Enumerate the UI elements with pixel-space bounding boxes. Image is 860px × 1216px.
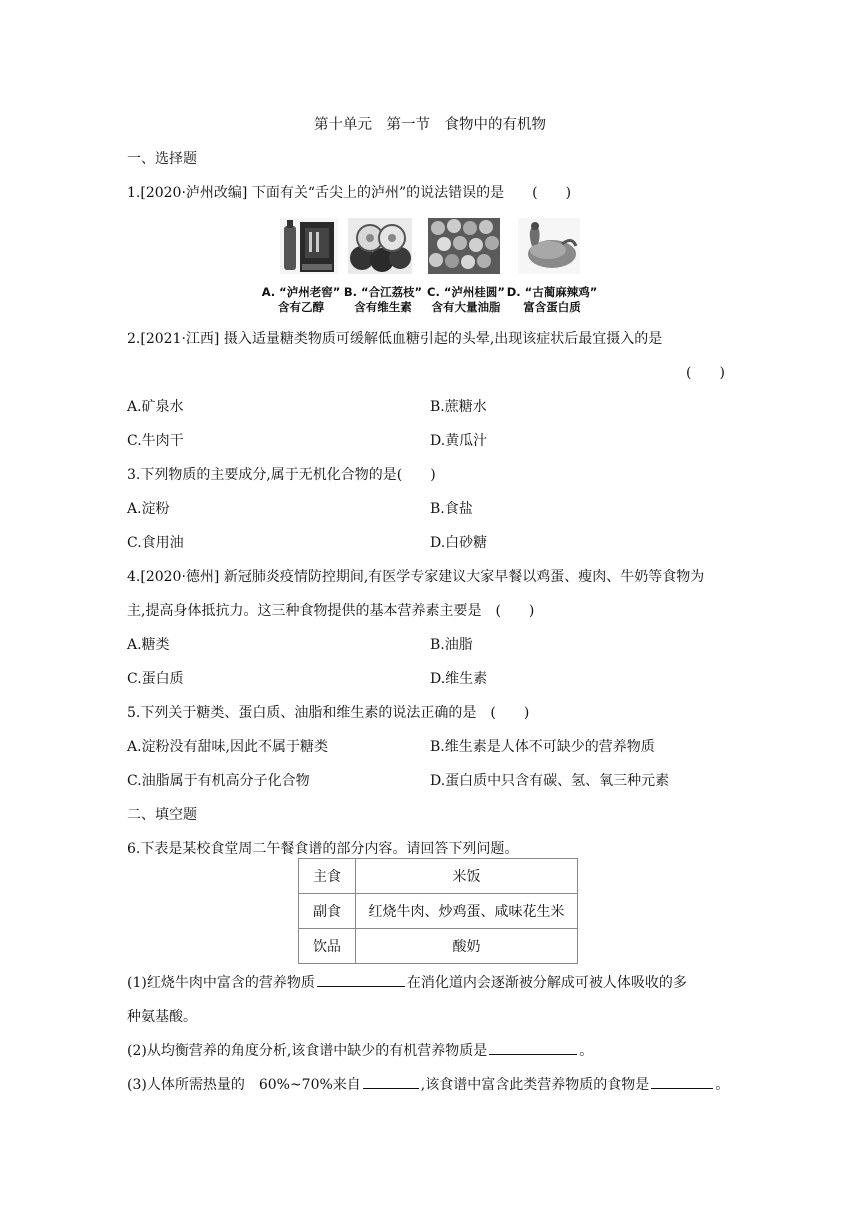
option-c: C.牛肉干	[127, 433, 184, 449]
sub-question-1: (1)红烧牛肉中富含的营养物质 在消化道内会逐渐被分解成可被人体吸收的多	[127, 972, 687, 992]
option-c: C.油脂属于有机高分子化合物	[127, 773, 310, 789]
option-d: D.白砂糖	[430, 535, 488, 551]
option-a: A.糖类	[127, 637, 170, 653]
question-source: 1.[2020·泸州改编]	[127, 185, 248, 201]
option-d: D.维生素	[430, 671, 488, 687]
sub-question-3: (3)人体所需热量的 60%~70%来自 ,该食谱中富含此类营养物质的食物是 。	[127, 1074, 729, 1094]
table-row	[299, 859, 578, 894]
question-6: 6.下表是某校食堂周二午餐食谱的部分内容。请回答下列问题。	[127, 841, 519, 857]
option-caption-d: D. “古蔺麻辣鸡” 富含蛋白质	[506, 285, 598, 314]
option-a: A.淀粉没有甜味,因此不属于糖类	[127, 739, 329, 755]
section-heading-choice: 一、选择题	[127, 151, 197, 167]
answer-blank[interactable]	[317, 972, 405, 987]
question-source: 4.[2020·德州]	[127, 569, 220, 585]
question-text: 下面有关“舌尖上的泸州”的说法错误的是 ( )	[251, 185, 572, 201]
sub-question-2: (2)从均衡营养的角度分析,该食谱中缺少的有机营养物质是 。	[127, 1040, 593, 1060]
table-cell-value: 酸奶	[356, 929, 578, 964]
option-d: D.黄瓜汁	[430, 433, 488, 449]
question-3: 3.下列物质的主要成分,属于无机化合物的是( )	[127, 467, 436, 483]
table-row	[299, 929, 578, 964]
option-c: C.食用油	[127, 535, 184, 551]
menu-table	[298, 858, 578, 964]
liquor-bottle-photo	[280, 218, 338, 274]
option-b: B.维生素是人体不可缺少的营养物质	[430, 739, 655, 755]
option-a: A.矿泉水	[127, 399, 184, 415]
question-text: 摄入适量糖类物质可缓解低血糖引起的头晕,出现该症状后最宜摄入的是	[223, 331, 663, 347]
longan-photo	[428, 218, 500, 274]
table-cell-value: 红烧牛肉、炒鸡蛋、咸味花生米	[356, 894, 578, 929]
table-cell-value: 米饭	[356, 859, 578, 894]
answer-blank[interactable]	[363, 1074, 419, 1089]
page-title: 第十单元 第一节 食物中的有机物	[314, 117, 546, 133]
option-caption-b: B. “合江荔枝” 含有维生素	[343, 285, 423, 314]
option-caption-c: C. “泸州桂圆” 含有大量油脂	[427, 285, 505, 314]
option-c: C.蛋白质	[127, 671, 184, 687]
option-a: A.淀粉	[127, 501, 170, 517]
option-d: D.蛋白质中只含有碳、氢、氧三种元素	[430, 773, 670, 789]
question-4	[127, 566, 704, 586]
question-1	[127, 182, 571, 202]
option-b: B.油脂	[430, 637, 473, 653]
answer-blank[interactable]	[651, 1074, 713, 1089]
answer-paren: ( )	[686, 365, 725, 381]
option-b: B.蔗糖水	[430, 399, 487, 415]
lychee-photo	[348, 218, 412, 274]
table-cell-key: 主食	[299, 859, 356, 894]
question-5: 5.下列关于糖类、蛋白质、油脂和维生素的说法正确的是 ( )	[127, 705, 530, 721]
section-heading-fill: 二、填空题	[127, 807, 197, 823]
option-b: B.食盐	[430, 501, 473, 517]
question-1-images	[272, 218, 592, 278]
answer-blank[interactable]	[489, 1040, 577, 1055]
question-2	[127, 328, 662, 348]
sub-question-1-cont: 种氨基酸。	[127, 1009, 197, 1025]
question-source: 2.[2021·江西]	[127, 331, 220, 347]
question-text: 新冠肺炎疫情防控期间,有医学专家建议大家早餐以鸡蛋、瘦肉、牛奶等食物为	[223, 569, 705, 585]
option-caption-a: A. “泸州老窖” 含有乙醇	[261, 285, 341, 314]
question-4-line2: 主,提高身体抵抗力。这三种食物提供的基本营养素主要是 ( )	[127, 603, 535, 619]
table-cell-key: 副食	[299, 894, 356, 929]
table-cell-key: 饮品	[299, 929, 356, 964]
spicy-chicken-photo	[518, 218, 580, 274]
table-row	[299, 894, 578, 929]
